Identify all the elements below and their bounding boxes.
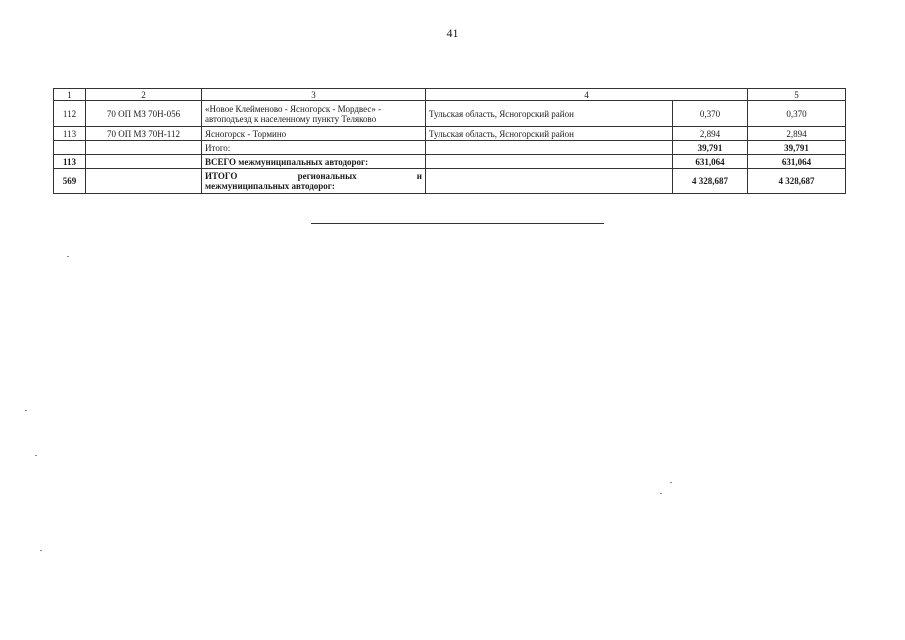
row-number: 113 — [54, 127, 86, 141]
subtotal-label: Итого: — [202, 141, 426, 155]
inter-total-length: 631,064 — [673, 155, 748, 169]
scan-speck — [670, 482, 672, 483]
header-cell-1: 1 — [54, 89, 86, 101]
road-location: Тульская область, Ясногорский район — [426, 101, 673, 127]
page-number: 41 — [446, 26, 459, 40]
table-header-row — [54, 89, 846, 101]
row-number: 112 — [54, 101, 86, 127]
road-name: «Новое Клейменово - Ясногорск - Мордвес» - автоподъезд к населенному пункту Теляково — [202, 101, 426, 127]
grand-total-row — [54, 169, 846, 194]
grand-total-label-line2: межмуниципальных автодорог: — [205, 181, 335, 191]
scan-speck — [35, 455, 37, 456]
scan-speck — [25, 410, 27, 411]
empty-cell — [86, 169, 202, 194]
header-cell-3: 3 — [202, 89, 426, 101]
grand-total-word1: ИТОГО — [205, 171, 238, 181]
inter-total-number: 113 — [54, 155, 86, 169]
empty-cell — [426, 141, 673, 155]
grand-total-label — [202, 169, 426, 194]
road-code: 70 ОП МЗ 70Н-112 — [86, 127, 202, 141]
inter-total-label: ВСЕГО межмуниципальных автодорог: — [202, 155, 426, 169]
inter-total-row — [54, 155, 846, 169]
empty-cell — [86, 155, 202, 169]
empty-cell — [86, 141, 202, 155]
subtotal-row — [54, 141, 846, 155]
road-length: 0,370 — [673, 101, 748, 127]
roads-table — [53, 88, 846, 194]
header-cell-2: 2 — [86, 89, 202, 101]
subtotal-length: 39,791 — [673, 141, 748, 155]
closing-rule — [311, 223, 604, 224]
scan-speck — [40, 550, 42, 551]
grand-total-number: 569 — [54, 169, 86, 194]
grand-total-length: 4 328,687 — [673, 169, 748, 194]
empty-cell — [54, 141, 86, 155]
road-name: Ясногорск - Тормино — [202, 127, 426, 141]
grand-total-label-line1 — [205, 171, 422, 181]
subtotal-total: 39,791 — [748, 141, 846, 155]
table-row — [54, 127, 846, 141]
road-length: 2,894 — [673, 127, 748, 141]
table-row — [54, 101, 846, 127]
header-cell-4: 4 — [426, 89, 748, 101]
road-location: Тульская область, Ясногорский район — [426, 127, 673, 141]
inter-total-total: 631,064 — [748, 155, 846, 169]
grand-total-word2: региональных — [297, 171, 357, 181]
road-total: 0,370 — [748, 101, 846, 127]
empty-cell — [426, 155, 673, 169]
grand-total-word3: и — [416, 171, 422, 181]
empty-cell — [426, 169, 673, 194]
scan-speck — [67, 256, 69, 257]
road-code: 70 ОП МЗ 70Н-056 — [86, 101, 202, 127]
scan-speck — [660, 493, 662, 494]
road-total: 2,894 — [748, 127, 846, 141]
grand-total-total: 4 328,687 — [748, 169, 846, 194]
header-cell-5: 5 — [748, 89, 846, 101]
